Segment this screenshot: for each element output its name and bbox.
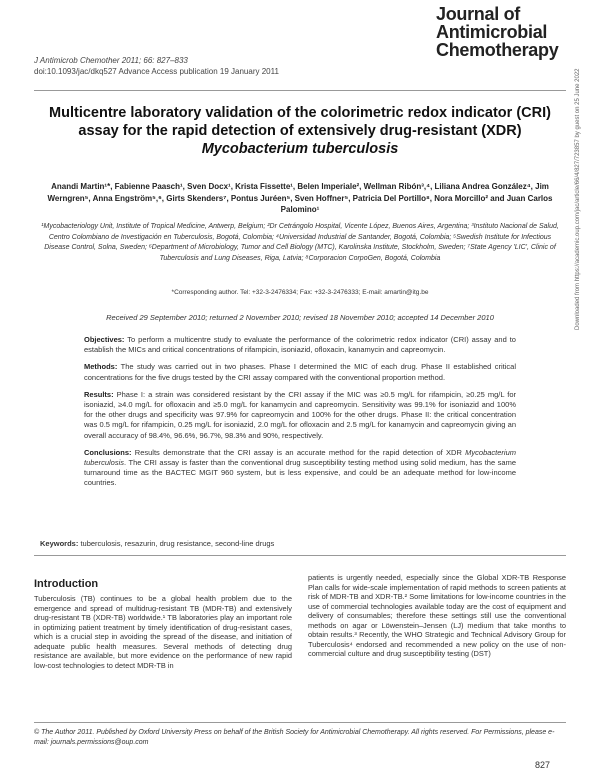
introduction-right-column: patients is urgently needed, especially since the Global XDR-TB Response Plan calls for wide-scale implementation of rapid methods to screen patients at risk of MDR-TB and XDR-TB.² Some limitations for low-income countries in the use of commercial technologies available today are the cost of equipment and delivery of consumables; therefore these settings still use the conventional methods on agar or Löwenstein–Jensen (LJ) medium that take months to obtain results.³ Recently, the WHO Strategic and Technical Advisory Group for Tuberculosis⁴ endorsed and recommended a new policy on the use of non-commercial culture and drug susceptibility testing (DST): [308, 573, 566, 658]
conclusions-pre: Results demonstrate that the CRI assay is an accurate method for the rapid detection of XDR: [134, 447, 462, 457]
download-watermark: Downloaded from https://academic.oup.com/jac/article/66/4/827/723857 by guest on 25 June 2022: [575, 68, 581, 330]
corresponding-author: *Corresponding author. Tel: +32-3-2476334; Fax: +32-3-2476333; E-mail: amartin@itg.be: [171, 289, 429, 296]
conclusions-species: Mycobacterium tuberculosis: [84, 447, 517, 468]
abstract-objectives: [84, 335, 516, 355]
title-main: Multicentre laboratory validation of the colorimetric redox indicator (CRI) assay for the rapid detection of extensively drug-resistant (XDR): [49, 105, 551, 139]
page-number: 827: [535, 760, 551, 770]
abstract-results: [84, 390, 516, 441]
conclusions-post: . The CRI assay is faster than the conventional drug susceptibility testing method using solid medium, has the same turnaround time as the BACTEC MGIT 960 system, but is less expensive, and could be an adequate method for low-income countries.: [84, 458, 516, 488]
objectives-text: To perform a multicentre study to evaluate the performance of the colorimetric redox indicator (CRI) assay and to establish the MICs and critical concentrations of rifampicin, isoniazid, ofloxacin, kanamycin and capreomycin.: [84, 335, 516, 355]
abstract: [84, 335, 516, 496]
author-list: Anandi Martin¹*, Fabienne Paasch¹, Sven Docx¹, Krista Fissette¹, Belen Imperiale², Wellman Ribón³,⁴, Liliana Andrea González⁴, Jim Werngren⁵, Anna Engström⁵,⁶, Girts Skenders⁷, Pontus Juréen⁵, Sven Hoffner⁵, Patricia Del Portillo⁸, Nora Morcillo² and Juan Carlos Palomino¹: [47, 182, 553, 214]
methods-text: The study was carried out in two phases. Phase I determined the MIC of each drug. Phase II established critical concentrations for the five drugs tested by the CRI assay compared with the conventional proportion method.: [84, 362, 516, 382]
results-text: Phase I: a strain was considered resistant by the CRI assay if the MIC was ≥0.5 mg/L for rifampicin, ≥0.25 mg/L for isoniazid, ≥4.0 mg/L for ofloxacin and ≥5.0 mg/L for kanamycin and capreomycin. Sensitivity was 99.1% for isoniazid and 100% for the other drugs and specificity was 97.9% for capreomycin and 100% for the other drugs. Phase II: the critical concentration was 0.5 mg/L for rifampicin, 0.25 mg/L for isoniazid, 2.0 mg/L for ofloxacin and 2.5 mg/L for kanamycin and capreomycin giving an overall accuracy of 98.4%, 96.6%, 96.7%, 98.3% and 90%, respectively.: [84, 389, 516, 440]
abstract-conclusions: [84, 448, 516, 489]
title-species: Mycobacterium tuberculosis: [201, 141, 399, 157]
objectives-label: Objectives:: [84, 335, 125, 344]
keywords-label: Keywords:: [40, 539, 79, 548]
introduction-heading: Introduction: [34, 578, 99, 590]
journal-logo: Journal of Antimicrobial Chemotherapy: [436, 4, 559, 60]
conclusions-label: Conclusions:: [84, 447, 132, 457]
keywords-text: tuberculosis, resazurin, drug resistance, second-line drugs: [80, 539, 275, 548]
footer-divider: [34, 722, 566, 723]
article-title: [40, 104, 560, 158]
methods-label: Methods:: [84, 362, 118, 372]
abstract-methods: [84, 362, 516, 382]
copyright-footer: © The Author 2011. Published by Oxford University Press on behalf of the British Society for Antimicrobial Chemotherapy. All rights reserved. For Permissions, please e-mail: journals.permissions@oup.com: [34, 729, 555, 746]
received-dates: Received 29 September 2010; returned 2 November 2010; revised 18 November 2010; accepted 14 December 2010: [106, 313, 494, 322]
affiliations: ¹Mycobacteriology Unit, Institute of Tropical Medicine, Antwerp, Belgium; ²Dr Cetrángolo Hospital, Vicente López, Buenos Aires, Argentina; ³Instituto Nacional de Salud, Centro Colombiano de Investigación en Tuberculosis, Bogotá, Colombia; ⁴Universidad Industrial de Santander, Bogotá, Colombia; ⁵Swedish Institute for Infectious Disease Control, Solna, Sweden; ⁶Department of Microbiology, Tumor and Cell Biology (MTC), Karolinska Institute, Stockholm, Sweden; ⁷State Agency 'LIC', Clinic of Tuberculosis and Lung Diseases, Riga, Latvia; ⁸Corporacion CorpoGen, Bogotá, Colombia: [41, 223, 559, 262]
header-divider: [34, 90, 566, 91]
results-label: Results:: [84, 389, 114, 399]
keywords: [40, 539, 274, 548]
journal-citation: J Antimicrob Chemother 2011; 66: 827–833: [34, 56, 188, 65]
section-divider: [34, 555, 566, 556]
doi-line: doi:10.1093/jac/dkq527 Advance Access publication 19 January 2011: [34, 67, 279, 76]
introduction-left-column: Tuberculosis (TB) continues to be a global health problem due to the emergence and spread of multidrug-resistant TB (MDR-TB) and extensively drug-resistant TB (XDR-TB) worldwide.¹ TB laboratories play an important role in optimizing patient treatment by timely identification of drug-resistant cases, which is a crucial step in avoiding the spread of the disease, and initiation of adequate public health measures. Several methods of detecting drug resistance are available, but more evidence on the performance of new rapid low-cost technologies to detect MDR-TB in: [34, 594, 292, 670]
